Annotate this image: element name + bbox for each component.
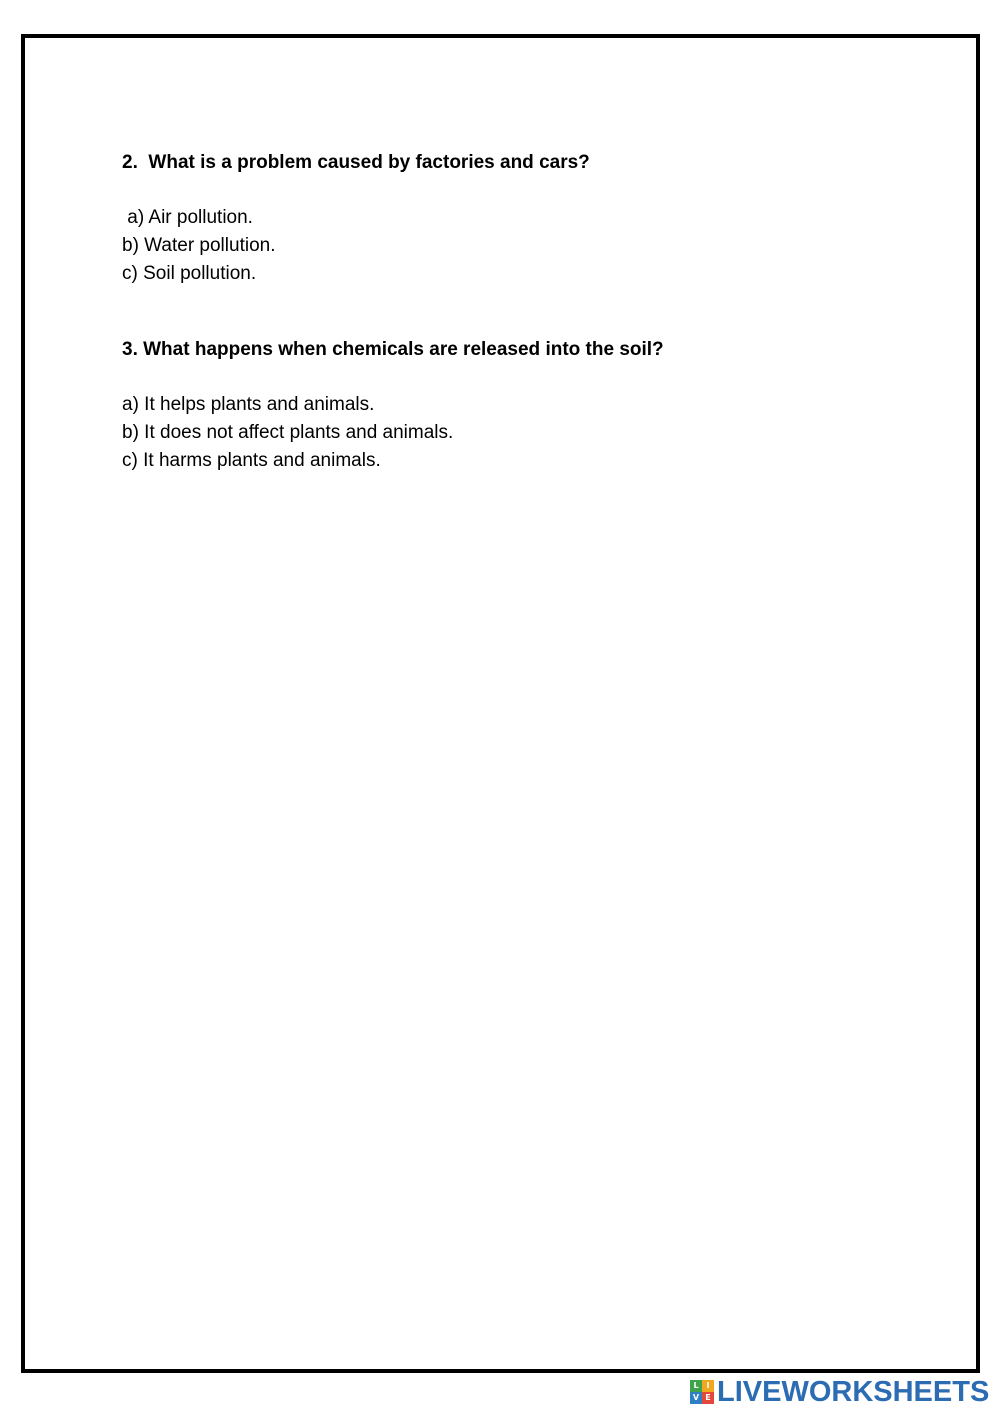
brand-text: LIVEWORKSHEETS bbox=[717, 1375, 990, 1408]
question-3-option-c: c) It harms plants and animals. bbox=[122, 450, 381, 471]
logo-letter-l: L bbox=[690, 1380, 702, 1392]
question-3-option-b: b) It does not affect plants and animals. bbox=[122, 422, 454, 443]
logo-letter-i: I bbox=[702, 1380, 714, 1392]
question-2-option-b: b) Water pollution. bbox=[122, 235, 276, 256]
liveworksheets-logo-icon bbox=[690, 1380, 714, 1404]
question-2-option-a: a) Air pollution. bbox=[122, 207, 253, 228]
question-2-option-c: c) Soil pollution. bbox=[122, 263, 257, 284]
logo-letter-e: E bbox=[702, 1392, 714, 1404]
question-3-title: 3. What happens when chemicals are released into the soil? bbox=[122, 339, 664, 360]
question-3-option-a: a) It helps plants and animals. bbox=[122, 394, 375, 415]
question-2-title: 2. What is a problem caused by factories and cars? bbox=[122, 152, 590, 173]
liveworksheets-brand[interactable] bbox=[690, 1375, 989, 1409]
logo-letter-v: V bbox=[690, 1392, 702, 1404]
